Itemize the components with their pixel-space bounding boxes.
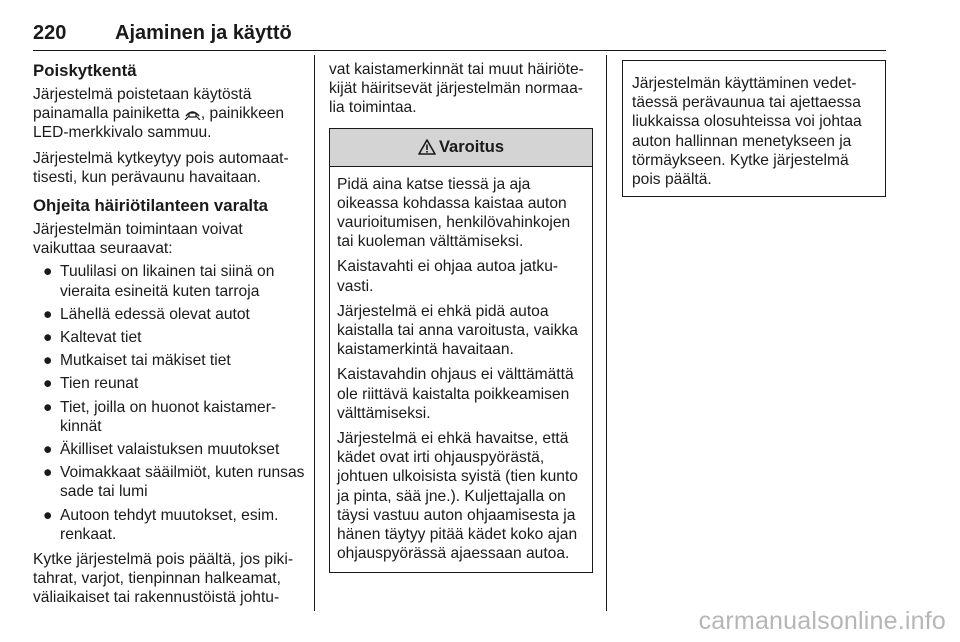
list-item: ● Lähellä edessä olevat autot <box>43 305 250 323</box>
column-3 <box>622 60 886 197</box>
column-2 <box>329 60 593 573</box>
warning-triangle-icon <box>418 139 436 155</box>
heading-ohjeita: Ohjeita häiriötilanteen varalta <box>33 196 269 216</box>
paragraph-continued: vat kaistamerkinnät tai muut häiriötekijät häiritsevät järjestelmän normaalia toimintaa. <box>329 61 584 117</box>
heading-poiskytkenta: Poiskytkentä <box>33 61 137 80</box>
list-item: ● Voimakkaat sääilmiöt, kuten runsas sade tai lumi <box>43 464 305 501</box>
warning-paragraph: Järjestelmä ei ehkä pidä autoa kaistalla tai anna varoitusta, vaikka kaistamerkintä havaitaan. <box>337 302 578 359</box>
column-divider-1 <box>314 55 315 611</box>
paragraph-disable-text-b: , painikkeen LED-merkkivalo sammuu. <box>33 105 285 142</box>
warning-paragraph: Pidä aina katse tiessä ja aja oikeassa kohdassa kaistaa auton vaurioitumisen, henkilövahinkojen tai kuoleman välttämiseksi. <box>337 175 571 251</box>
list-item: ● Tien reunat <box>43 375 139 393</box>
paragraph-auto-off: Järjestelmä kytkeytyy pois automaattisesti, kun perävaunu havaitaan. <box>33 149 289 186</box>
warning-header <box>330 129 592 167</box>
column-divider-2 <box>606 55 607 611</box>
paragraph-disable <box>33 85 308 143</box>
column-1 <box>33 60 308 608</box>
watermark: carmanualsonline.info <box>698 607 946 635</box>
list-item: ● Tuulilasi on likainen tai siinä on vieraita esineitä kuten tarroja <box>43 263 275 300</box>
paragraph-turn-off-advice: Kytke järjestelmä pois päältä, jos pikitahrat, varjot, tienpinnan halkeamat, väliaikaiset tai rakennustöistä johtu- <box>33 551 294 607</box>
warning-title: Varoitus <box>438 137 505 156</box>
warning-continued-box <box>622 60 886 197</box>
warning-body <box>330 167 592 573</box>
list-item: ● Mutkaiset tai mäkiset tiet <box>43 352 231 370</box>
page-number: 220 <box>33 22 67 44</box>
paragraph-disable-text-a: Järjestelmä poistetaan käytöstä painamalla painiketta <box>33 86 252 123</box>
warning-paragraph: Kaistavahti ei ohjaa autoa jatkuvasti. <box>337 258 559 295</box>
list-item: ● Kaltevat tiet <box>43 329 142 347</box>
list-item: ● Autoon tehdyt muutokset, esim. renkaat. <box>43 506 279 543</box>
chapter-title: Ajaminen ja käyttö <box>115 22 292 44</box>
paragraph-factors: Järjestelmän toimintaan voivat vaikuttaa seuraavat: <box>33 221 243 258</box>
warning-continued-text: Järjestelmän käyttäminen vedettäessä perävaunua tai ajettaessa liukkaissa olosuhteissa voi johtaa auton hallinnan menetykseen ja törmäykseen. Kytke järjestelmä pois päältä. <box>632 75 862 189</box>
lane-keep-assist-icon <box>184 107 201 120</box>
warning-paragraph: Kaistavahdin ohjaus ei välttämättä ole riittävä kaistalta poikkeamisen välttämiseksi. <box>337 366 574 422</box>
list-item: ● Tiet, joilla on huonot kaistamerkinnät <box>43 398 277 435</box>
warning-box <box>329 128 593 574</box>
warning-paragraph: Järjestelmä ei ehkä havaitse, että kädet ovat irti ohjauspyörästä, johtuen ulkoisista syistä (tien kunto ja pinta, sää jne.). Kuljettajalla on täysi vastuu auton ohjaamisesta ja hänen täytyy pitää kädet koko ajan ohjauspyörässä ajaessaan autoa. <box>337 430 578 563</box>
page-header <box>33 22 886 48</box>
list-item: ● Äkilliset valaistuksen muutokset <box>43 441 280 459</box>
factor-list <box>33 262 308 544</box>
header-rule <box>33 50 886 51</box>
